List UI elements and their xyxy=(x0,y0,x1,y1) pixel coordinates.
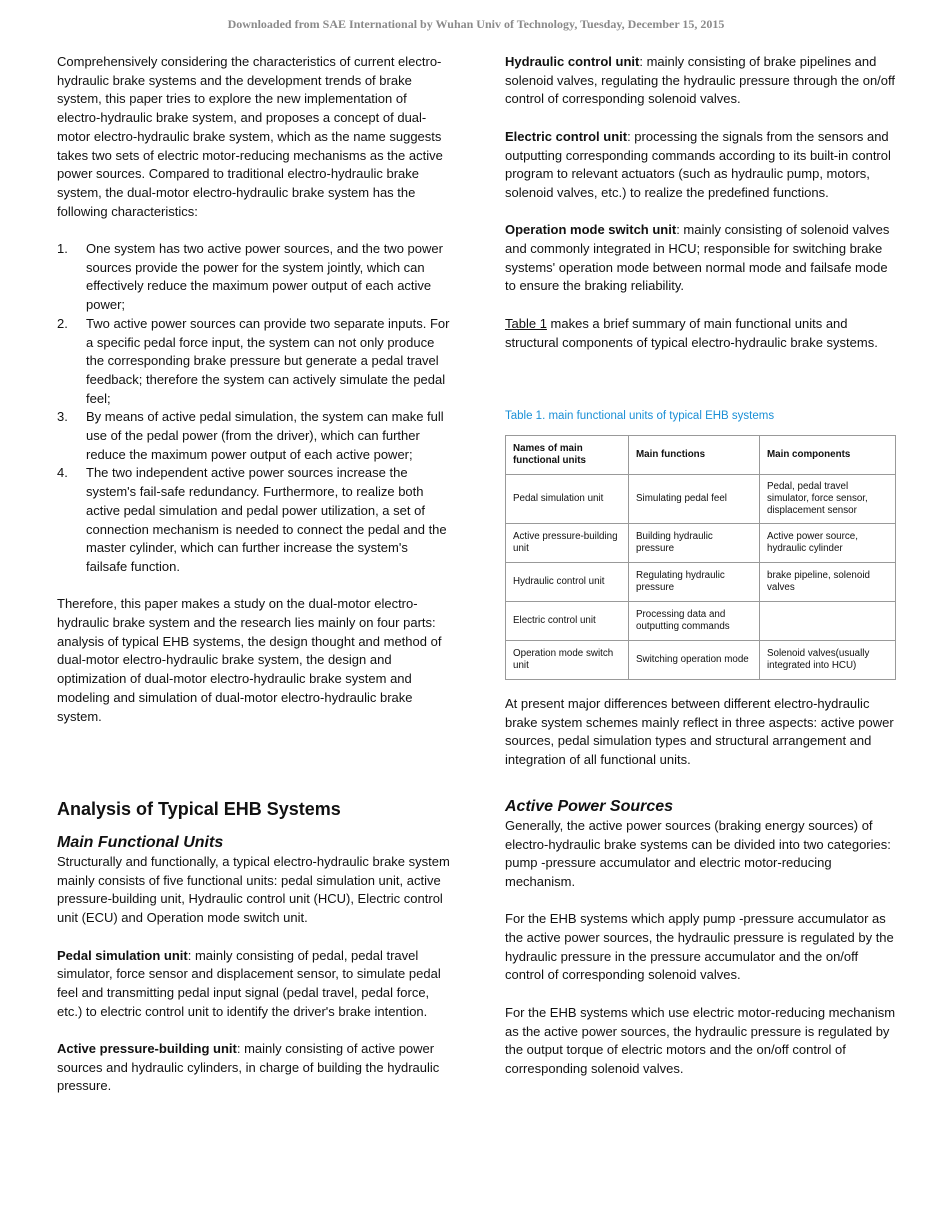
section-heading: Analysis of Typical EHB Systems xyxy=(57,799,341,819)
table-1-link[interactable]: Table 1 xyxy=(505,315,547,331)
active-pressure-paragraph: Active pressure-building unit: mainly consisting of active power sources and hydraulic cylinders, in charge of building the hydraulic pressure. xyxy=(57,1041,440,1094)
right-column-lower xyxy=(505,695,900,1079)
table-header: Names of main functional units xyxy=(506,435,629,474)
intro-paragraph: Comprehensively considering the characteristics of current electro-hydraulic brake systems and the development trends of brake system, this paper tries to explore the new implementation of electro-hydraulic brake system, and proposes a concept of dual-motor electro-hydraulic brake system, which as the name suggests takes two sets of electric motor-reducing mechanisms as the active power sources. Compared to traditional electro-hydraulic brake system, the dual-motor electro-hydraulic brake system has the following characteristics: xyxy=(57,54,443,219)
table-cell: Active power source, hydraulic cylinder xyxy=(760,523,896,562)
table-cell: Active pressure-building unit xyxy=(506,523,629,562)
list-item: 1. One system has two active power sources, and the two power sources provide the power for the system jointly, which can effectively reduce the maximum power output of each active power; xyxy=(57,241,443,313)
aps-pump-paragraph: For the EHB systems which apply pump -pressure accumulator as the active power sources, the hydraulic pressure is regulated by the hydraulic pressure in the pressure accumulator and the on/off control of corresponding solenoid valves. xyxy=(505,911,894,983)
table-cell: Pedal simulation unit xyxy=(506,474,629,523)
list-item: 2. Two active power sources can provide two separate inputs. For a specific pedal force input, the system can not only produce the corresponding brake pressure but generate a pedal travel feedback; therefore the system can actively simulate the pedal feel; xyxy=(57,315,450,406)
aps-intro-paragraph: Generally, the active power sources (braking energy sources) of electro-hydraulic brake systems can be divided into two categories: pump -pressure accumulator and electric motor-reducing mechanism. xyxy=(505,817,891,889)
aps-motor-paragraph: For the EHB systems which use electric motor-reducing mechanism as the active power sources, the hydraulic pressure is regulated by the output torque of electric motors and the on/off control of corresponding solenoid valves. xyxy=(505,1004,896,1076)
table-cell: Electric control unit xyxy=(506,601,629,640)
table-header: Main functions xyxy=(629,435,760,474)
table-ref-paragraph: Table 1 makes a brief summary of main functional units and structural components of typical electro-hydraulic brake systems. xyxy=(505,315,878,350)
download-header: Downloaded from SAE International by Wuhan Univ of Technology, Tuesday, December 15, 2015 xyxy=(227,17,725,31)
table-cell: Switching operation mode xyxy=(629,640,760,679)
list-item: 4. The two independent active power sources increase the system's fail-safe redundancy. Furthermore, to realize both active pedal simulation and pedal power utilization, a set of connection mechanism is needed to connect the pedal and the master cylinder, which can further increase the system's failsafe function. xyxy=(57,465,447,574)
characteristics-list xyxy=(57,240,452,577)
table-cell: Building hydraulic pressure xyxy=(629,523,760,562)
table-cell: Pedal, pedal travel simulator, force sensor, displacement sensor xyxy=(760,474,896,523)
hcu-paragraph: Hydraulic control unit: mainly consisting of brake pipelines and solenoid valves, regulating the hydraulic pressure through the on/off control of corresponding solenoid valves. xyxy=(505,54,896,107)
table-block xyxy=(505,407,900,680)
left-column xyxy=(57,53,452,726)
therefore-paragraph: Therefore, this paper makes a study on the dual-motor electro-hydraulic brake system and the research lies mainly on four parts: analysis of typical EHB systems, the design thought and method of dual-motor electro-hydraulic brake system, the design and optimization of dual-motor electro-hydraulic brake system and modeling and simulation of dual-motor electro-hydraulic brake system. xyxy=(57,596,442,724)
table-row xyxy=(506,601,896,640)
units-intro-paragraph: Structurally and functionally, a typical electro-hydraulic brake system mainly consists of five functional units: pedal simulation unit, active pressure-building unit, Hydraulic control unit (HCU), Electric control unit (ECU) and Operation mode switch unit. xyxy=(57,854,450,926)
functional-units-table xyxy=(505,435,896,680)
table-cell xyxy=(760,601,896,640)
pedal-simulation-paragraph: Pedal simulation unit: mainly consisting of pedal, pedal travel simulator, force sensor and displacement sensor, to simulate pedal feel and transmitting pedal input signal (pedal travel, pedal force, etc.) to electric control unit to identify the driver's brake intention. xyxy=(57,947,441,1019)
list-item: 3. By means of active pedal simulation, the system can make full use of the pedal power (from the driver), which can further reduce the maximum power output of each active power; xyxy=(57,409,444,462)
table-cell: Hydraulic control unit xyxy=(506,562,629,601)
table-cell: Simulating pedal feel xyxy=(629,474,760,523)
table-row xyxy=(506,523,896,562)
subheading-main-functional-units: Main Functional Units xyxy=(57,834,224,851)
table-cell: Regulating hydraulic pressure xyxy=(629,562,760,601)
table-cell: brake pipeline, solenoid valves xyxy=(760,562,896,601)
table-row xyxy=(506,562,896,601)
left-column-lower xyxy=(57,798,452,1096)
differences-paragraph: At present major differences between different electro-hydraulic brake system schemes mainly reflect in three aspects: active power sources, pedal simulation types and structural arrangement and integration of all functional units. xyxy=(505,696,894,768)
table-cell: Operation mode switch unit xyxy=(506,640,629,679)
right-column xyxy=(505,53,900,352)
subheading-active-power-sources: Active Power Sources xyxy=(505,797,674,815)
table-cell: Solenoid valves(usually integrated into HCU) xyxy=(760,640,896,679)
oms-paragraph: Operation mode switch unit: mainly consisting of solenoid valves and commonly integrated in HCU; responsible for switching brake systems' operation mode between normal mode and failsafe mode to ensure the braking reliability. xyxy=(505,222,890,294)
table-cell: Processing data and outputting commands xyxy=(629,601,760,640)
table-caption: Table 1. main functional units of typical EHB systems xyxy=(505,410,775,422)
table-row xyxy=(506,474,896,523)
ecu-paragraph: Electric control unit: processing the signals from the sensors and outputting corresponding commands according to its built-in control program to relevant actuators (such as hydraulic pump, motors, solenoid valves, etc.) to realize the predefined functions. xyxy=(505,128,891,200)
table-row xyxy=(506,640,896,679)
table-header-row xyxy=(506,435,896,474)
table-header: Main components xyxy=(760,435,896,474)
